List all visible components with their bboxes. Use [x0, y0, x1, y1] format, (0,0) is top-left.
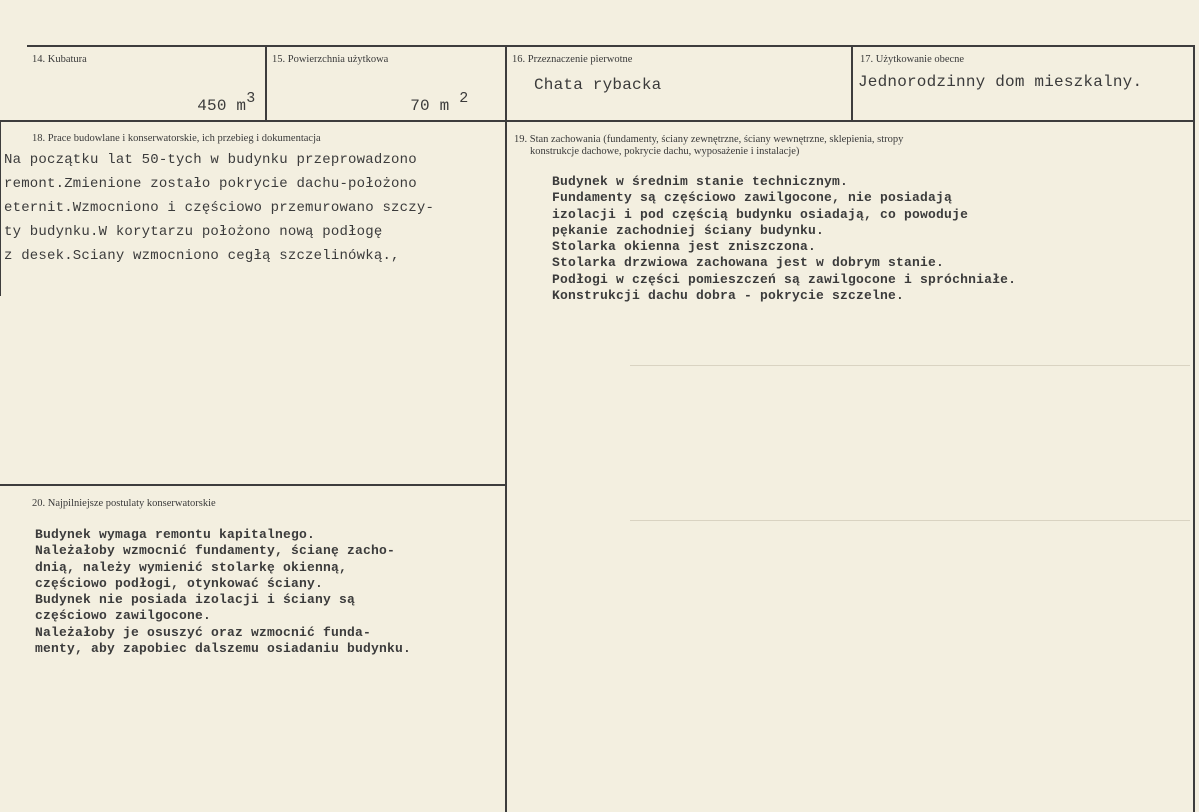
section-divider-20 — [0, 484, 506, 486]
stan-line: Konstrukcji dachu dobra - pokrycie szczelne. — [552, 288, 905, 304]
stan-line: Budynek w średnim stanie technicznym. — [552, 174, 849, 189]
postulaty-label: 20. Najpilniejsze postulaty konserwatorskie — [32, 498, 216, 509]
postulaty-line: dnią, należy wymienić stolarkę okienną, — [35, 559, 348, 575]
kubatura-value — [158, 79, 255, 133]
powierzchnia-value — [371, 79, 468, 133]
postulaty-line: Budynek nie posiada izolacji i ściany są — [35, 592, 356, 608]
stan-line: izolacji i pod częścią budynku osiadają, co powoduje — [552, 206, 969, 222]
postulaty-line: częściowo podłogi, otynkować ściany. — [35, 575, 324, 591]
prace-line: ty budynku.W korytarzu położono nową podłogę — [4, 224, 383, 240]
powierzchnia-label: 15. Powierzchnia użytkowa — [272, 54, 389, 65]
powierzchnia-number: 70 m — [410, 97, 460, 115]
kubatura-unit-exponent: 3 — [246, 90, 256, 107]
postulaty-line: częściowo zawilgocone. — [35, 608, 212, 624]
left-border-lower — [0, 120, 1, 296]
top-border — [27, 45, 1195, 47]
powierzchnia-unit-exponent: 2 — [459, 90, 469, 107]
uzytkowanie-label: 17. Użytkowanie obecne — [860, 54, 965, 65]
kubatura-number: 450 m — [197, 97, 247, 115]
stan-line: Podłogi w części pomieszczeń są zawilgocone i spróchniałe. — [552, 271, 1017, 287]
postulaty-line: Budynek wymaga remontu kapitalnego. — [35, 527, 316, 542]
postulaty-line: menty, aby zapobiec dalszemu osiadaniu budynku. — [35, 641, 412, 657]
stan-label-line-1: 19. Stan zachowania (fundamenty, ściany zewnętrzne, ściany wewnętrzne, sklepienia, stropy — [514, 134, 904, 145]
postulaty-line: Należałoby wzmocnić fundamenty, ścianę zacho- — [35, 543, 396, 559]
right-border — [1193, 45, 1195, 812]
prace-text — [4, 148, 434, 268]
col-divider-17 — [851, 45, 853, 121]
prace-line: Na początku lat 50-tych w budynku przeprowadzono — [4, 152, 417, 168]
stan-label-line-2: konstrukcje dachowe, pokrycie dachu, wyposażenie i instalacje) — [530, 146, 800, 157]
przeznaczenie-value: Chata rybacka — [534, 76, 662, 94]
col-divider-16 — [505, 45, 507, 812]
prace-label: 18. Prace budowlane i konserwatorskie, ich przebieg i dokumentacja — [32, 133, 321, 144]
postulaty-line: Należałoby je osuszyć oraz wzmocnić funda- — [35, 624, 372, 640]
kubatura-label: 14. Kubatura — [32, 54, 87, 65]
uzytkowanie-value: Jednorodzinny dom mieszkalny. — [858, 73, 1143, 91]
prace-line: z desek.Sciany wzmocniono cegłą szczelinówką., — [4, 248, 400, 264]
stan-line: Stolarka drzwiowa zachowana jest w dobrym stanie. — [552, 255, 945, 271]
stan-line: Stolarka okienna jest zniszczona. — [552, 239, 817, 255]
prace-line: eternit.Wzmocniono i częściowo przemurowano szczy- — [4, 200, 435, 216]
przeznaczenie-label: 16. Przeznaczenie pierwotne — [512, 54, 633, 65]
stan-text — [552, 174, 1016, 304]
bleed-through-line — [630, 520, 1190, 521]
stan-line: pękanie zachodniej ściany budynku. — [552, 222, 825, 238]
prace-line: remont.Zmienione zostało pokrycie dachu-położono — [4, 176, 417, 192]
col-divider-15 — [265, 45, 267, 121]
stan-line: Fundamenty są częściowo zawilgocone, nie posiadają — [552, 190, 953, 206]
bleed-through-line — [630, 365, 1190, 366]
postulaty-text — [35, 527, 411, 657]
